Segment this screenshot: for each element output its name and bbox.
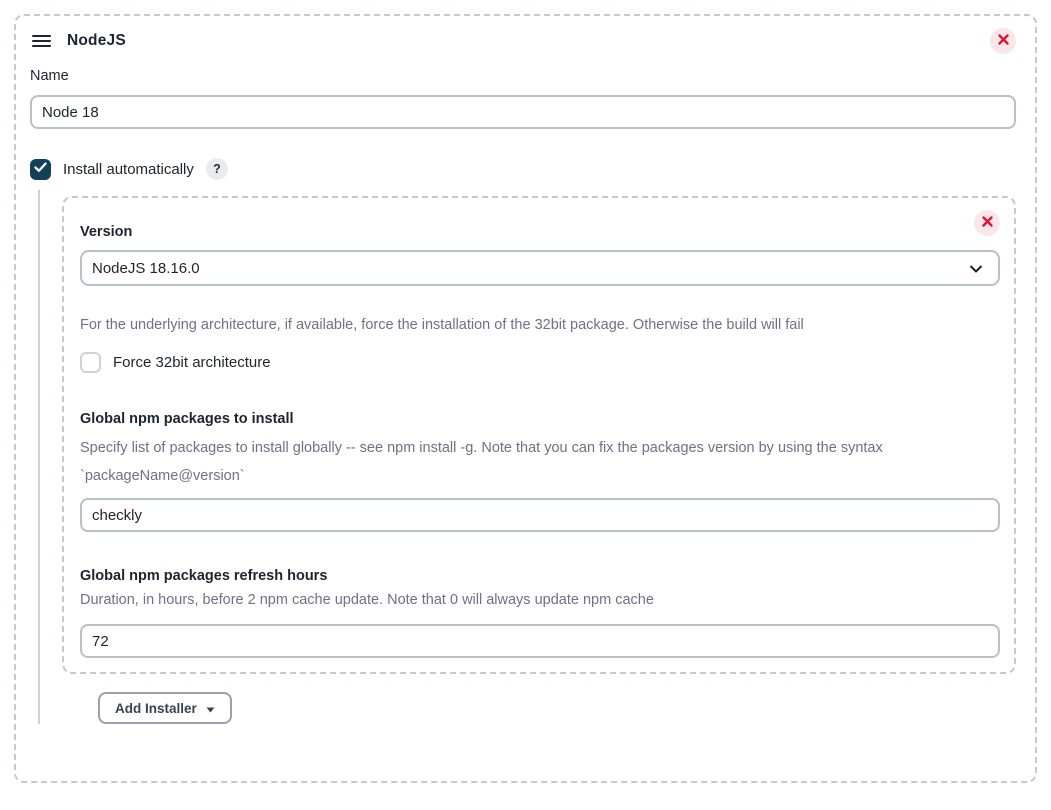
force-32bit-label: Force 32bit architecture	[113, 354, 271, 371]
nodejs-tool-card	[14, 14, 1037, 783]
refresh-hours-label: Global npm packages refresh hours	[80, 568, 328, 584]
npm-packages-input[interactable]	[80, 498, 1000, 532]
delete-installer-button[interactable]	[974, 210, 1000, 236]
installers-section	[30, 196, 1016, 724]
version-select-value: NodeJS 18.16.0	[92, 259, 200, 277]
npm-packages-help: Specify list of packages to install globally -- see npm install -g. Note that you can fix the packages version by using the syntax `packageName@version`	[80, 440, 883, 484]
version-label: Version	[80, 224, 133, 240]
caret-down-icon	[206, 701, 215, 716]
npm-packages-label: Global npm packages to install	[80, 411, 294, 427]
drag-handle-icon[interactable]	[32, 34, 51, 48]
close-icon	[981, 215, 994, 231]
refresh-hours-input[interactable]	[80, 624, 1000, 658]
install-automatically-row	[30, 158, 1016, 180]
version-select[interactable]	[80, 250, 1000, 286]
force-32bit-row	[80, 352, 1000, 373]
add-installer-button[interactable]	[98, 692, 232, 724]
close-icon	[997, 33, 1010, 49]
chevron-down-icon	[968, 261, 984, 281]
force-32bit-help: For the underlying architecture, if available, force the installation of the 32bit package. Otherwise the build will fail	[80, 317, 804, 333]
name-label: Name	[30, 68, 69, 84]
check-icon	[34, 160, 47, 178]
install-automatically-checkbox[interactable]	[30, 159, 51, 180]
name-input[interactable]	[30, 95, 1016, 129]
add-installer-label: Add Installer	[115, 700, 197, 716]
force-32bit-checkbox[interactable]	[80, 352, 101, 373]
delete-tool-button[interactable]	[990, 28, 1016, 54]
install-automatically-label: Install automatically	[63, 160, 194, 178]
tool-header	[30, 28, 1016, 54]
refresh-hours-help: Duration, in hours, before 2 npm cache update. Note that 0 will always update npm cache	[80, 592, 654, 608]
help-button[interactable]: ?	[206, 158, 228, 180]
installer-card	[62, 196, 1016, 674]
tool-title: NodeJS	[67, 32, 126, 49]
